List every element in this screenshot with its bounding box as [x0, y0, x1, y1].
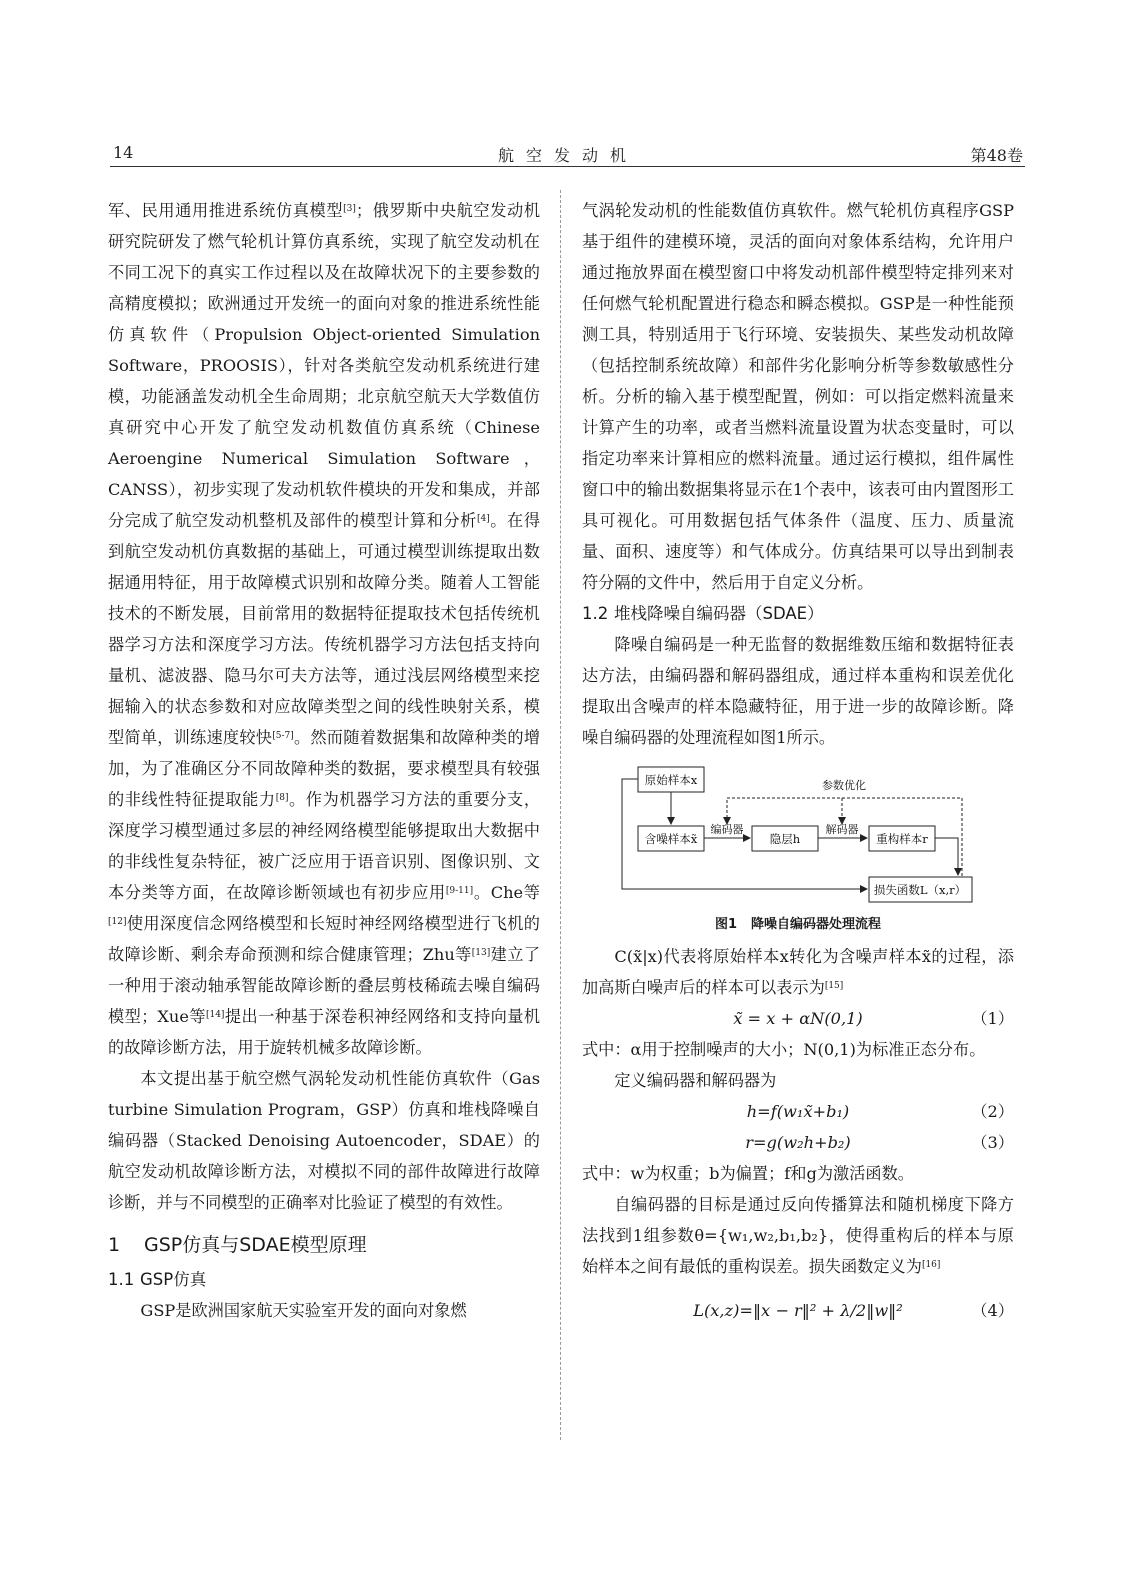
paragraph-define-encoder: 定义编码器和解码器为: [614, 1071, 777, 1090]
label-decoder: 解码器: [825, 823, 859, 836]
label-encoder: 编码器: [710, 823, 744, 836]
section-heading-1-1: 1.1 GSP仿真: [108, 1270, 207, 1289]
page-number: 14: [113, 143, 134, 162]
right-column: [582, 195, 1014, 1334]
citation: [14]: [205, 1010, 225, 1020]
citation: [13]: [471, 948, 491, 958]
journal-title: 航空发动机: [497, 146, 638, 165]
column-divider: [560, 190, 561, 1440]
citation: [9-11]: [445, 886, 474, 896]
paragraph-intro-continued: 军、民用通用推进系统仿真模型[3]；俄罗斯中央航空发动机研究院研发了燃气轮机计算仿真系统，实现了航空发动机在不同工况下的真实工作过程以及在故障状况下的主要参数的高精度模拟；欧洲通过开发统一的面向对象的推进系统性能仿真软件（Propulsion Object-oriented Simulation Software，PROOSIS），针对各类航空发动机系统进行建模，功能涵盖发动机全生命周期；北京航空航天大学数值仿真研究中心开发了航空发动机数值仿真系统（Chinese Aeroengine Numerical Simulation Software，CANSS），初步实现了发动机软件模块的开发和集成，并部分完成了航空发动机整机及部件的模型计算和分析[4]。在得到航空发动机仿真数据的基础上，可通过模型训练提取出数据通用特征，用于故障模式识别和故障分类。随着人工智能技术的不断发展，目前常用的数据特征提取技术包括传统机器学习方法和深度学习方法。传统机器学习方法包括支持向量机、滤波器、隐马尔可夫方法等，通过浅层网络模型来挖掘输入的状态参数和对应故障类型之间的线性映射关系，模型简单，训练速度较快[5-7]。然而随着数据集和故障种类的增加，为了准确区分不同故障种类的数据，要求模型具有较强的非线性特征提取能力[8]。作为机器学习方法的重要分支，深度学习模型通过多层的神经网络模型能够提取出大数据中的非线性复杂特征，被广泛应用于语音识别、图像识别、文本分类等方面，在故障诊断领域也有初步应用[9-11]。Che等[12]使用深度信念网络模型和长短时神经网络模型进行飞机的故障诊断、剩余寿命预测和综合健康管理；Zhu等[13]建立了一种用于滚动轴承智能故障诊断的叠层剪枝稀疏去噪自编码模型；Xue等[14]提出一种基于深卷积神经网络和支持向量机的故障诊断方法，用于旋转机械多故障诊断。: [108, 201, 541, 1057]
citation: [8]: [275, 793, 289, 803]
header-rule: [110, 166, 1025, 167]
box-noisy-label: 含噪样本x̃: [644, 832, 698, 846]
section-heading-1-2: 1.2 堆栈降噪自编码器（SDAE）: [582, 604, 824, 623]
citation: [4]: [476, 514, 490, 524]
arrow-recon-to-loss: [935, 838, 958, 875]
paragraph-eq23-note: 式中：w为权重；b为偏置；f和g为激活函数。: [582, 1164, 914, 1183]
citation: [16]: [921, 1260, 941, 1270]
label-parameter-optimization: 参数优化: [822, 779, 866, 792]
equation-4: L(x,z)=‖x − r‖² + λ/2‖w‖² （4）: [693, 1301, 1014, 1320]
equation-2: h=f(w₁x̃+b₁) （2）: [746, 1102, 1014, 1121]
paragraph-eq1-note: 式中：α用于控制噪声的大小；N(0,1)为标准正态分布。: [582, 1040, 986, 1059]
paragraph-sdae-intro: 降噪自编码是一种无监督的数据维数压缩和数据特征表达方法，由编码器和解码器组成，通过样本重构和误差优化提取出含噪声的样本隐藏特征，用于进一步的故障诊断。降噪自编码器的处理流程如图1所示。: [582, 635, 1014, 747]
equation-1: x̃ = x + αN(0,1) （1）: [733, 1009, 1014, 1028]
paragraph-gsp-start: GSP是欧洲国家航天实验室开发的面向对象燃: [140, 1301, 467, 1320]
citation: [12]: [108, 917, 127, 927]
figure-caption: 图1 降噪自编码器处理流程: [714, 917, 882, 932]
section-heading-1: 1 GSP仿真与SDAE模型原理: [108, 1234, 367, 1256]
paragraph-method-overview: 本文提出基于航空燃气涡轮发动机性能仿真软件（Gas turbine Simulation Program，GSP）仿真和堆栈降噪自编码器（Stacked Denoising Autoencoder，SDAE）的航空发动机故障诊断方法，对模拟不同的部件故障进行故障诊断，并与不同模型的正确率对比验证了模型的有效性。: [108, 1069, 540, 1212]
paragraph-gsp-continued: 气涡轮发动机的性能数值仿真软件。燃气轮机仿真程序GSP基于组件的建模环境，灵活的面向对象体系结构，允许用户通过拖放界面在模型窗口中将发动机部件模型特定排列来对任何燃气轮机配置进行稳态和瞬态模拟。GSP是一种性能预测工具，特别适用于飞行环境、安装损失、某些发动机故障（包括控制系统故障）和部件劣化影响分析等参数敏感性分析。分析的输入基于模型配置，例如：可以指定燃料流量来计算产生的功率，或者当燃料流量设置为状态变量时，可以指定功率来计算相应的燃料流量。通过运行模拟，组件属性窗口中的输出数据集将显示在1个表中，该表可由内置图形工具可视化。可用数据包括气体条件（温度、压力、质量流量、面积、速度等）和气体成分。仿真结果可以导出到制表符分隔的文件中，然后用于自定义分析。: [582, 201, 1014, 592]
citation: [5-7]: [272, 731, 294, 741]
citation: [3]: [343, 204, 356, 214]
box-reconstructed-label: 重构样本r: [876, 832, 928, 846]
paragraph-autoencoder-objective: 自编码器的目标是通过反向传播算法和随机梯度下降方法找到1组参数θ={w₁,w₂,b₁,b₂}，使得重构后的样本与原始样本之间有最低的重构误差。损失函数定义为[16]: [582, 1195, 1014, 1276]
box-original-label: 原始样本x: [644, 773, 698, 787]
box-hidden-label: 隐层h: [769, 832, 801, 846]
left-column: [108, 195, 540, 1326]
box-loss-label: 损失函数L（x,r）: [873, 883, 967, 897]
volume-label: 第48卷: [970, 146, 1023, 165]
equation-3: r=g(w₂h+b₂) （3）: [745, 1133, 1014, 1152]
paragraph-noise-process: C(x̃|x)代表将原始样本x转化为含噪声样本x̃的过程，添加高斯白噪声后的样本可以表示为[15]: [582, 947, 1014, 997]
flow-diagram: [582, 761, 1014, 909]
figure-sdae-flow: [582, 761, 1014, 909]
citation: [15]: [824, 981, 844, 991]
